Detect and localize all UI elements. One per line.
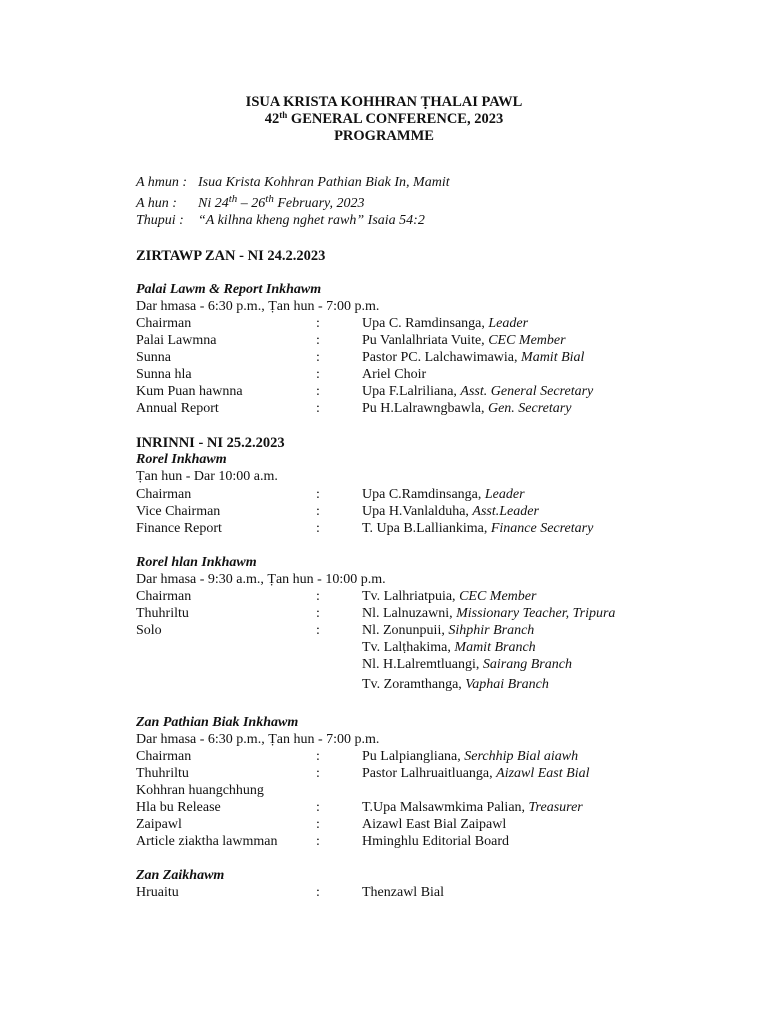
day2-session2-title: Rorel hlan Inkhawm: [136, 555, 257, 570]
row-person: Pu Vanlalhriata Vuite, CEC Member: [362, 333, 566, 348]
row-person: Tv. Zoramthanga, Vaphai Branch: [362, 677, 549, 692]
org-title: ISUA KRISTA KOHHRAN ṬHALAI PAWL: [245, 94, 523, 110]
row-colon: :: [316, 749, 320, 764]
row-colon: :: [316, 350, 320, 365]
row-person: Nl. Lalnuzawni, Missionary Teacher, Tripura: [362, 606, 616, 621]
row-person: Tv. Lalhriatpuia, CEC Member: [362, 589, 537, 604]
row-role: Vice Chairman: [136, 504, 221, 519]
theme-label: Thupui :: [136, 213, 184, 228]
row-colon: :: [316, 401, 320, 416]
row-colon: :: [316, 606, 320, 621]
row-person: Aizawl East Bial Zaipawl: [362, 817, 507, 832]
day2-session4-title: Zan Zaikhawm: [136, 868, 225, 883]
day2-session1-title: Rorel Inkhawm: [136, 452, 227, 467]
theme-value: “A kilhna kheng nghet rawh” Isaia 54:2: [198, 213, 425, 228]
row-colon: :: [316, 885, 320, 900]
row-person: Nl. H.Lalremtluangi, Sairang Branch: [362, 657, 572, 672]
day2-session2-time: Dar hmasa - 9:30 a.m., Ṭan hun - 10:00 p.m.: [136, 572, 386, 587]
row-colon: :: [316, 316, 320, 331]
row-role: Thuhriltu: [136, 606, 189, 621]
row-role: Sunna hla: [136, 367, 192, 382]
row-person: T.Upa Malsawmkima Palian, Treasurer: [362, 800, 583, 815]
day2-session3-title: Zan Pathian Biak Inkhawm: [136, 715, 299, 730]
row-role: Solo: [136, 623, 162, 638]
row-role: Chairman: [136, 589, 192, 604]
date-value: Ni 24th – 26th February, 2023: [198, 193, 365, 211]
row-colon: :: [316, 504, 320, 519]
day1-session1-title: Palai Lawm & Report Inkhawm: [136, 282, 322, 297]
row-role: Hla bu Release: [136, 800, 221, 815]
row-colon: :: [316, 766, 320, 781]
row-person: Nl. Zonunpuii, Sihphir Branch: [362, 623, 535, 638]
row-person: Upa F.Lalriliana, Asst. General Secretary: [362, 384, 594, 399]
row-person: Pastor PC. Lalchawimawia, Mamit Bial: [362, 350, 585, 365]
row-role: Article ziaktha lawmman: [136, 834, 278, 849]
row-role: Kum Puan hawnna: [136, 384, 243, 399]
venue-value: Isua Krista Kohhran Pathian Biak In, Mamit: [198, 175, 450, 190]
row-role: Thuhriltu: [136, 766, 189, 781]
row-role: Finance Report: [136, 521, 222, 536]
row-colon: :: [316, 487, 320, 502]
row-colon: :: [316, 333, 320, 348]
day1-heading: ZIRTAWP ZAN - NI 24.2.2023: [136, 248, 326, 264]
row-person: T. Upa B.Lalliankima, Finance Secretary: [362, 521, 594, 536]
venue-label: A hmun :: [136, 175, 188, 190]
row-role: Zaipawl: [136, 817, 182, 832]
row-colon: :: [316, 521, 320, 536]
row-person: Hminghlu Editorial Board: [362, 834, 509, 849]
row-role: Hruaitu: [136, 885, 179, 900]
row-person: Pastor Lalhruaitluanga, Aizawl East Bial: [362, 766, 590, 781]
row-colon: :: [316, 817, 320, 832]
row-person: Tv. Lalṭhakima, Mamit Branch: [362, 640, 536, 655]
row-colon: :: [316, 834, 320, 849]
row-person: Upa H.Vanlalduha, Asst.Leader: [362, 504, 539, 519]
row-role: Chairman: [136, 487, 192, 502]
row-person: Upa C.Ramdinsanga, Leader: [362, 487, 525, 502]
day2-session1-time: Ṭan hun - Dar 10:00 a.m.: [136, 469, 278, 484]
row-person: Thenzawl Bial: [362, 885, 445, 900]
row-role: Chairman: [136, 316, 192, 331]
date-label: A hun :: [136, 196, 177, 211]
row-colon: :: [316, 589, 320, 604]
row-person: Pu Lalpiangliana, Serchhip Bial aiawh: [362, 749, 579, 764]
day1-session1-time: Dar hmasa - 6:30 p.m., Ṭan hun - 7:00 p.m.: [136, 299, 380, 314]
row-colon: :: [316, 384, 320, 399]
row-person: Upa C. Ramdinsanga, Leader: [362, 316, 529, 331]
row-person: Pu H.Lalrawngbawla, Gen. Secretary: [362, 401, 572, 416]
row-role: Chairman: [136, 749, 192, 764]
row-colon: :: [316, 367, 320, 382]
programme-title: PROGRAMME: [334, 128, 434, 144]
day2-heading: INRINNI - NI 25.2.2023: [136, 435, 285, 451]
row-colon: :: [316, 800, 320, 815]
row-colon: :: [316, 623, 320, 638]
row-role: Annual Report: [136, 401, 219, 416]
conference-title: 42th GENERAL CONFERENCE, 2023: [264, 110, 504, 127]
day2-session3-time: Dar hmasa - 6:30 p.m., Ṭan hun - 7:00 p.m.: [136, 732, 380, 747]
row-role: Kohhran huangchhung: [136, 783, 264, 798]
row-role: Sunna: [136, 350, 171, 365]
row-role: Palai Lawmna: [136, 333, 217, 348]
row-person: Ariel Choir: [362, 367, 427, 382]
